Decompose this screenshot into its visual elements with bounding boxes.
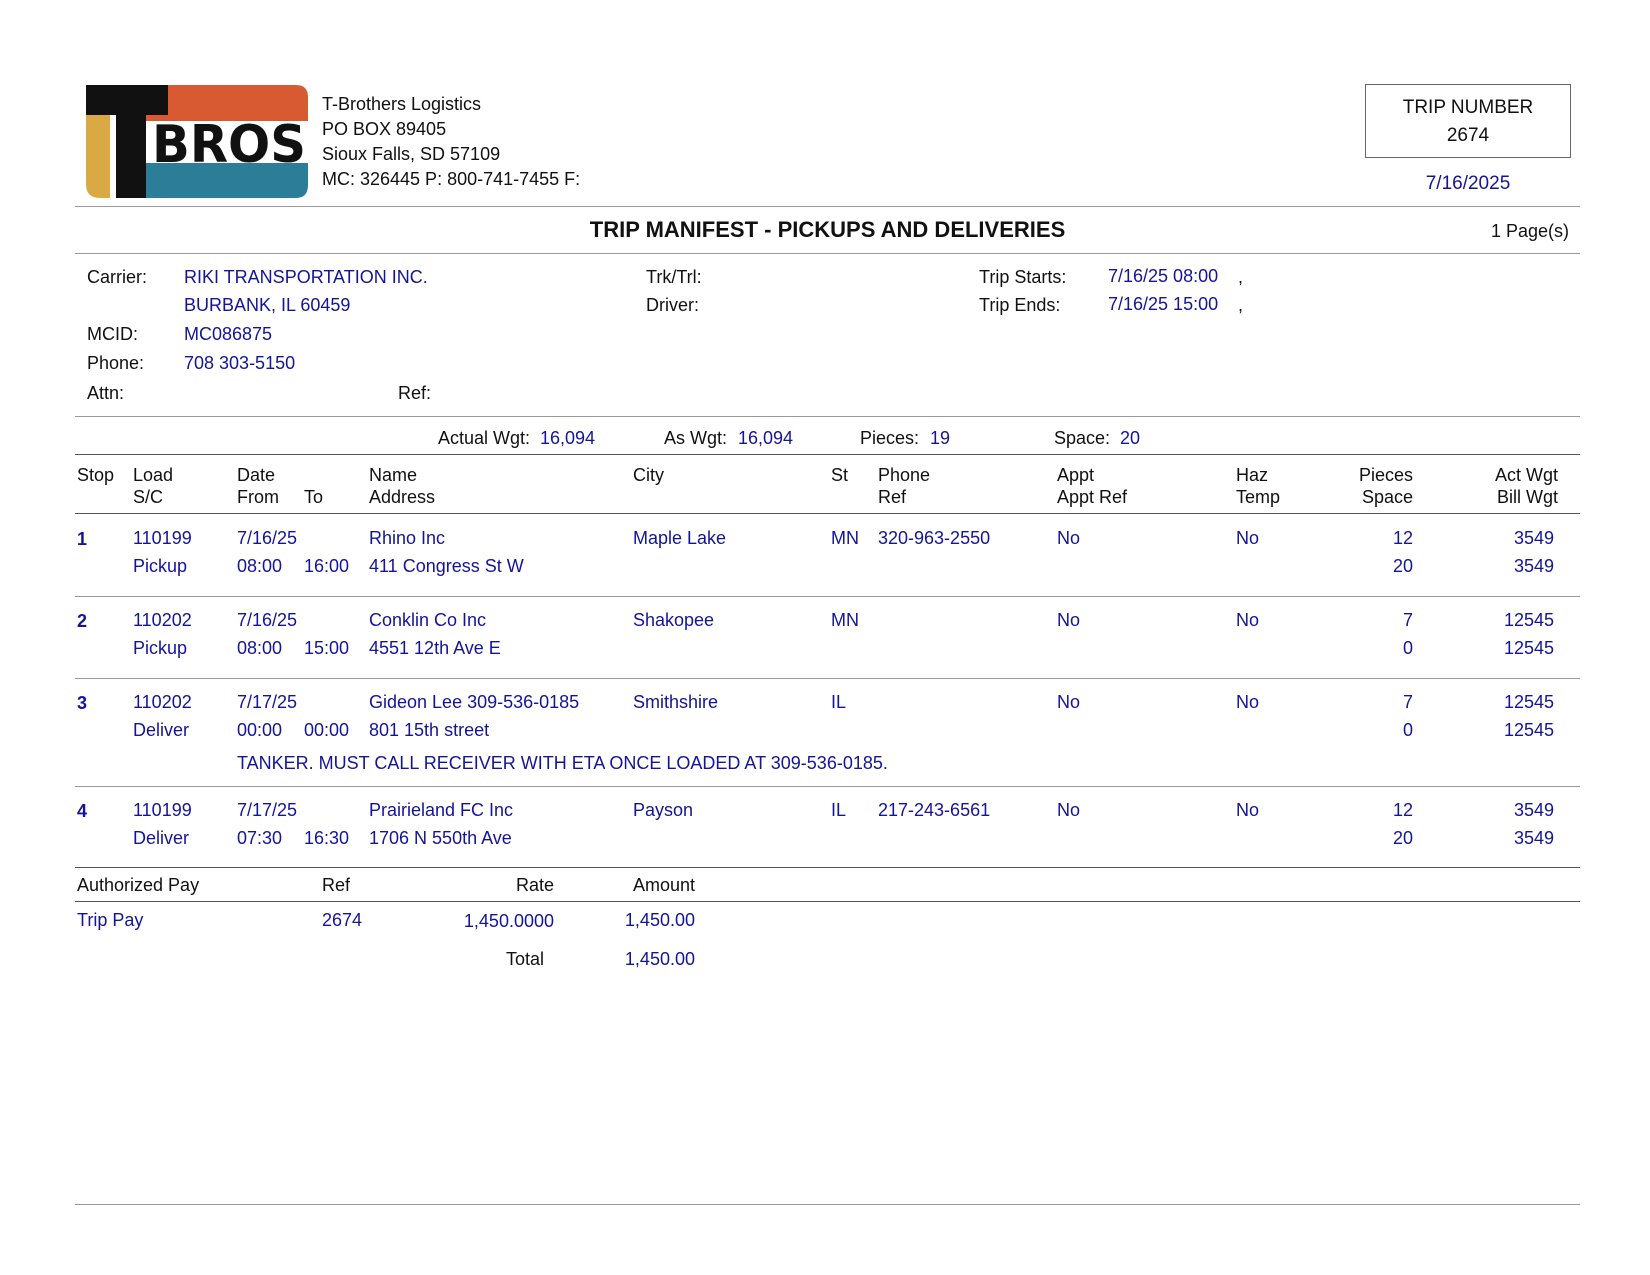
authorized-pay-label: Authorized Pay — [77, 875, 200, 895]
total-amount: 1,450.00 — [624, 949, 695, 969]
trip-starts-value: 7/16/25 08:00 — [1108, 266, 1219, 286]
company-city: Sioux Falls, SD 57109 — [322, 144, 501, 164]
ref-label: Ref: — [398, 383, 432, 403]
col-address: Address — [369, 487, 436, 507]
tbros-logo-icon — [86, 85, 310, 198]
divider — [75, 206, 1580, 207]
load-number: 110199 — [133, 800, 192, 820]
as-weight-value: 16,094 — [738, 428, 794, 448]
divider — [75, 513, 1580, 514]
carrier-phone: 708 303-5150 — [184, 353, 296, 373]
driver-label: Driver: — [646, 295, 699, 315]
separator-comma: , — [1238, 295, 1244, 315]
space-label: Space: — [1054, 428, 1111, 448]
stop-address: 1706 N 550th Ave — [369, 828, 512, 848]
time-from: 07:30 — [237, 828, 283, 848]
col-stop: Stop — [77, 465, 115, 485]
stop-type: Pickup — [133, 638, 188, 658]
stop-name: Rhino Inc — [369, 528, 446, 548]
col-act-wgt: Act Wgt — [1494, 465, 1558, 485]
document-title: TRIP MANIFEST - PICKUPS AND DELIVERIES — [589, 217, 1066, 242]
load-number: 110202 — [133, 692, 192, 712]
time-to: 00:00 — [304, 720, 350, 740]
stop-appt: No — [1057, 610, 1081, 630]
stop-appt: No — [1057, 528, 1081, 548]
stop-address: 411 Congress St W — [369, 556, 524, 576]
trk-trl-label: Trk/Trl: — [646, 267, 702, 287]
stop-date: 7/16/25 — [237, 610, 298, 630]
col-temp: Temp — [1236, 487, 1281, 507]
time-to: 16:00 — [304, 556, 350, 576]
carrier-label: Carrier: — [87, 267, 148, 287]
col-pieces: Pieces — [1358, 465, 1413, 485]
stop-note: TANKER. MUST CALL RECEIVER WITH ETA ONCE LOADED AT 309-536-0185. — [237, 753, 888, 773]
divider — [75, 416, 1580, 417]
divider — [75, 596, 1580, 597]
stop-city: Payson — [633, 800, 694, 820]
col-appt-ref: Appt Ref — [1057, 487, 1128, 507]
stop-appt: No — [1057, 800, 1081, 820]
time-to: 15:00 — [304, 638, 350, 658]
trip-starts-label: Trip Starts: — [979, 267, 1067, 287]
stop-space: 20 — [1392, 556, 1413, 576]
separator-comma: , — [1238, 267, 1244, 287]
stop-type: Deliver — [133, 828, 190, 848]
phone-label: Phone: — [87, 353, 145, 373]
pieces-label: Pieces: — [860, 428, 920, 448]
stop-pieces: 12 — [1392, 528, 1413, 548]
trip-date: 7/16/2025 — [1425, 173, 1511, 194]
pay-amount-label: Amount — [632, 875, 695, 895]
col-to: To — [304, 487, 324, 507]
stop-name: Conklin Co Inc — [369, 610, 487, 630]
time-to: 16:30 — [304, 828, 350, 848]
stop-city: Maple Lake — [633, 528, 727, 548]
stop-number: 4 — [77, 801, 88, 821]
stop-number: 1 — [77, 529, 88, 549]
stop-bill-wgt: 3549 — [1513, 556, 1554, 576]
stop-pieces: 7 — [1402, 610, 1413, 630]
stop-act-wgt: 12545 — [1503, 610, 1554, 630]
stop-address: 801 15th street — [369, 720, 490, 740]
trip-number-box — [1365, 84, 1571, 158]
time-from: 00:00 — [237, 720, 283, 740]
attn-label: Attn: — [87, 383, 125, 403]
stop-haz: No — [1236, 610, 1260, 630]
col-phone: Phone — [878, 465, 931, 485]
stop-haz: No — [1236, 800, 1260, 820]
col-from: From — [237, 487, 279, 507]
trip-ends-value: 7/16/25 15:00 — [1108, 294, 1219, 314]
col-bill-wgt: Bill Wgt — [1496, 487, 1558, 507]
stop-number: 2 — [77, 611, 88, 631]
col-city: City — [633, 465, 664, 485]
trip-number-label: TRIP NUMBER — [1402, 97, 1534, 118]
stop-name: Prairieland FC Inc — [369, 800, 514, 820]
col-st: St — [831, 465, 849, 485]
stop-city: Shakopee — [633, 610, 715, 630]
col-date: Date — [237, 465, 276, 485]
mcid-value: MC086875 — [184, 324, 273, 344]
stop-act-wgt: 3549 — [1513, 528, 1554, 548]
trip-ends-label: Trip Ends: — [979, 295, 1061, 315]
col-appt: Appt — [1057, 465, 1095, 485]
stop-phone: 320-963-2550 — [878, 528, 991, 548]
pieces-value: 19 — [930, 428, 951, 448]
page-count: 1 Page(s) — [1490, 221, 1569, 241]
divider — [75, 786, 1580, 787]
time-from: 08:00 — [237, 556, 283, 576]
divider — [75, 867, 1580, 868]
company-contact: MC: 326445 P: 800-741-7455 F: — [322, 169, 581, 189]
col-name: Name — [369, 465, 418, 485]
as-weight-label: As Wgt: — [664, 428, 728, 448]
pay-rate: 1,450.0000 — [463, 911, 554, 931]
col-space: Space — [1361, 487, 1413, 507]
space-value: 20 — [1120, 428, 1141, 448]
stop-type: Pickup — [133, 556, 188, 576]
stop-bill-wgt: 12545 — [1503, 638, 1554, 658]
trip-number: 2674 — [1446, 125, 1490, 146]
stop-bill-wgt: 3549 — [1513, 828, 1554, 848]
stop-act-wgt: 12545 — [1503, 692, 1554, 712]
divider — [75, 454, 1580, 455]
divider — [75, 253, 1580, 254]
stop-state: MN — [831, 528, 859, 548]
stop-state: IL — [831, 692, 847, 712]
stop-pieces: 12 — [1392, 800, 1413, 820]
stop-space: 0 — [1402, 638, 1413, 658]
company-address: PO BOX 89405 — [322, 119, 447, 139]
footer-divider — [75, 1204, 1580, 1205]
mcid-label: MCID: — [87, 324, 138, 344]
company-name: T-Brothers Logistics — [322, 94, 482, 114]
stop-number: 3 — [77, 693, 88, 713]
carrier-city: BURBANK, IL 60459 — [184, 295, 351, 315]
stop-haz: No — [1236, 528, 1260, 548]
stop-type: Deliver — [133, 720, 190, 740]
svg-text:BROS: BROS — [152, 115, 306, 175]
stop-state: MN — [831, 610, 859, 630]
stop-haz: No — [1236, 692, 1260, 712]
divider — [75, 901, 1580, 902]
stop-date: 7/17/25 — [237, 692, 298, 712]
actual-weight-label: Actual Wgt: — [438, 428, 531, 448]
col-sc: S/C — [133, 487, 164, 507]
load-number: 110202 — [133, 610, 192, 630]
stop-bill-wgt: 12545 — [1503, 720, 1554, 740]
stop-address: 4551 12th Ave E — [369, 638, 501, 658]
col-load: Load — [133, 465, 174, 485]
divider — [75, 678, 1580, 679]
stop-state: IL — [831, 800, 847, 820]
pay-amount: 1,450.00 — [624, 910, 695, 930]
total-label: Total — [505, 949, 544, 969]
stop-date: 7/16/25 — [237, 528, 298, 548]
stop-space: 0 — [1402, 720, 1413, 740]
time-from: 08:00 — [237, 638, 283, 658]
stop-city: Smithshire — [633, 692, 719, 712]
pay-ref: 2674 — [322, 910, 363, 930]
actual-weight-value: 16,094 — [540, 428, 596, 448]
col-haz: Haz — [1236, 465, 1269, 485]
stop-date: 7/17/25 — [237, 800, 298, 820]
pay-ref-label: Ref — [322, 875, 351, 895]
company-logo — [86, 85, 310, 198]
pay-rate-label: Rate — [515, 875, 554, 895]
carrier-name: RIKI TRANSPORTATION INC. — [184, 267, 428, 287]
pay-description: Trip Pay — [77, 910, 144, 930]
col-ref: Ref — [878, 487, 907, 507]
stop-space: 20 — [1392, 828, 1413, 848]
stop-phone: 217-243-6561 — [878, 800, 991, 820]
load-number: 110199 — [133, 528, 192, 548]
stop-name: Gideon Lee 309-536-0185 — [369, 692, 580, 712]
stop-appt: No — [1057, 692, 1081, 712]
stop-act-wgt: 3549 — [1513, 800, 1554, 820]
stop-pieces: 7 — [1402, 692, 1413, 712]
